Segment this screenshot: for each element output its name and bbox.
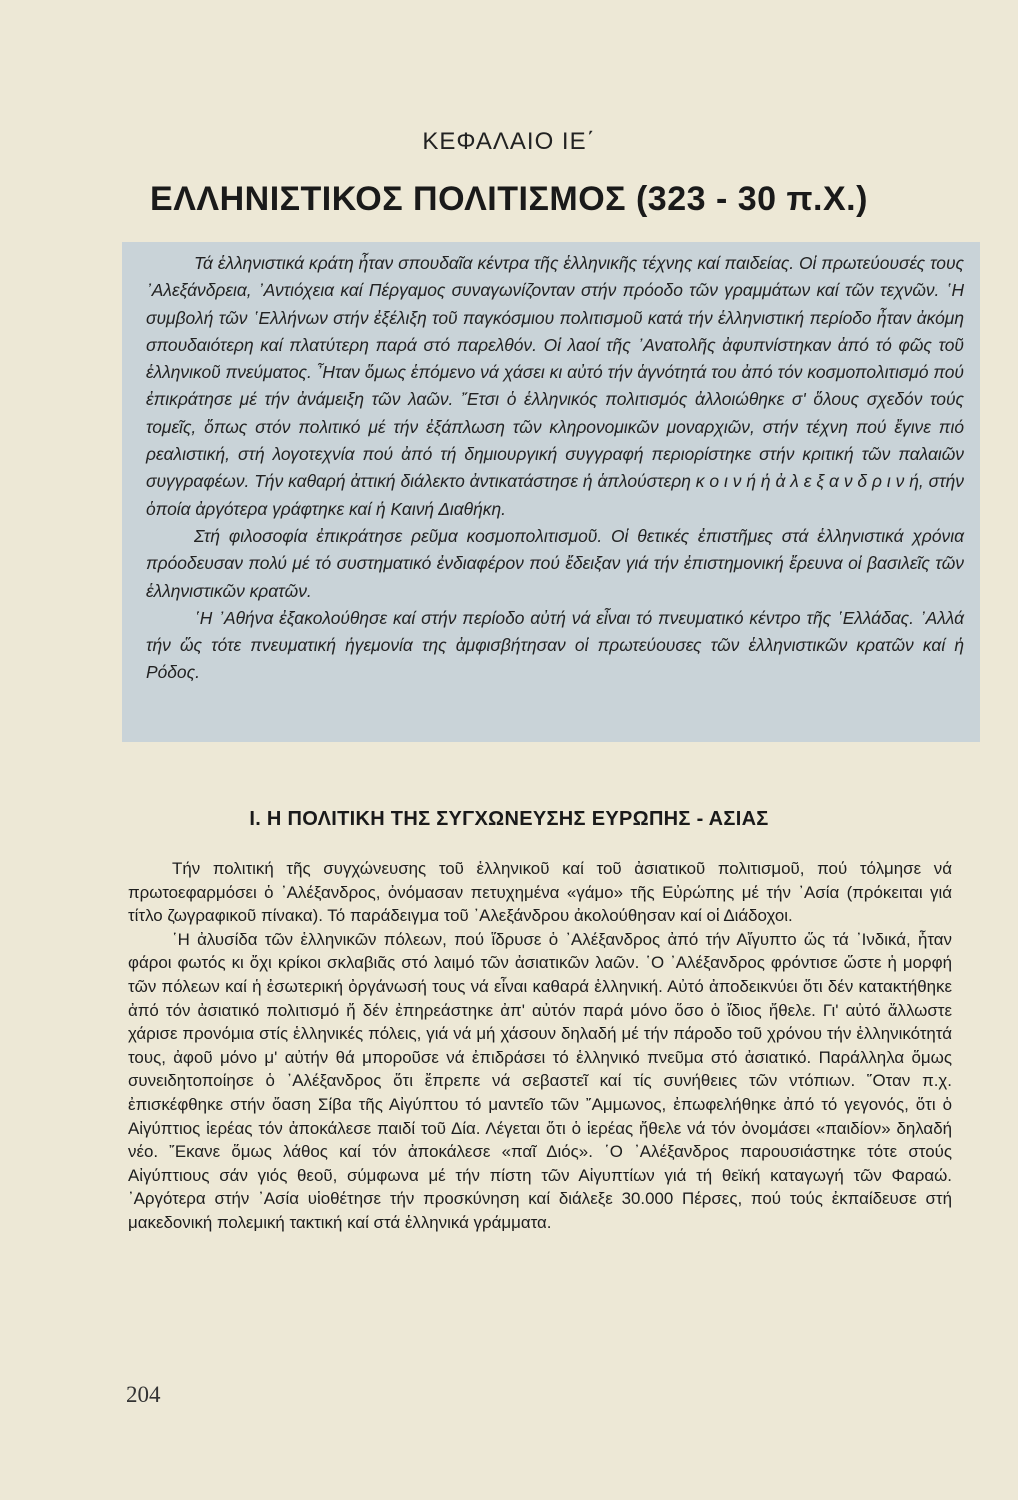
summary-paragraph: Στή φιλοσοφία ἐπικράτησε ρεῦμα κοσμοπολιτισμοῦ. Οἱ θετικές ἐπιστῆμες στά ἑλληνιστικά χρόνια πρόοδευσαν πολύ μέ τό συστηματικό ἐνδιαφέρον πού ἔδειξαν γιά τήν ἐπιστημονική ἔρευνα οἱ βασιλεῖς τῶν ἑλληνιστικῶν κρατῶν. [146, 525, 964, 601]
page-number: 204 [126, 1382, 161, 1407]
chapter-label: ΚΕΦΑΛΑΙΟ ΙΕ΄ [422, 128, 596, 155]
body-paragraph: ῾Η ἀλυσίδα τῶν ἑλληνικῶν πόλεων, πού ἵδρυσε ὁ ᾿Αλέξανδρος ἀπό τήν Αἴγυπτο ὥς τά ᾿Ινδικά, ἦταν φάροι φωτός κι ὄχι κρίκοι σκλαβιᾶς στό λαιμό τῶν ἀσιατικῶν λαῶν. ῾Ο ᾿Αλέξανδρος φρόντισε ὥστε ἡ μορφή τῶν πόλεων καί ἡ ἐσωτερική ὀργάνωσή τους νά εἶναι καθαρά ἑλληνική. Αὐτό ἀποδεικνύει ὅτι δέν κατακτήθηκε ἀπό τόν ἀσιατικό πολιτισμό ἤ δέν ἐπηρεάστηκε ἀπ' αὐτόν παρά μόνο ὅσο ὁ ἴδιος ἤθελε. Γι' αὐτό ἄλλωστε χάρισε προνόμια στίς ἑλληνικές πόλεις, γιά νά μή χάσουν δηλαδή μέ τήν πάροδο τοῦ χρόνου τήν ἑλληνικότητά τους, ἀφοῦ μόνο μ' αὐτήν θά μποροῦσε νά ἐπιδράσει τό ἑλληνικό πνεῦμα στό ἀσιατικό. Παράλληλα ὅμως συνειδητοποίησε ὁ ᾿Αλέξανδρος ὅτι ἔπρεπε νά σεβαστεῖ καί τίς συνήθειες τῶν ντόπιων. ῞Οταν π.χ. ἐπισκέφθηκε στήν ὄαση Σίβα τῆς Αἰγύπτου τό μαντεῖο τῶν ῎Αμμωνος, ἐπωφελήθηκε ἀπό τό γεγονός, ὅτι ὁ Αἰγύπτιος ἱερέας τόν ἀποκάλεσε παιδί τοῦ Δία. Λέγεται ὅτι ὁ ἱερέας ἤθελε νά τόν ὀνομάσει «παιδίον» δηλαδή νέο. ῎Εκανε ὅμως λάθος καί τόν ἀποκάλεσε «παῖ Διός». ῾Ο ᾿Αλέξανδρος παρουσιάστηκε τότε στούς Αἰγύπτιους σάν γιός θεοῦ, σύμφωνα μέ τήν πίστη τῶν Αἰγυπτίων γιά τή θεϊκή καταγωγή τῶν Φαραώ. ᾿Αργότερα στήν ᾿Ασία υἱοθέτησε τήν προσκύνηση καί διάλεξε 30.000 Πέρσες, πού τούς ἐκπαίδευσε στή μακεδονική πολεμική τακτική καί στά ἑλληνικά γράμματα. [128, 929, 952, 1232]
summary-paragraph: ῾Η ᾿Αθήνα ἐξακολούθησε καί στήν περίοδο αὐτή νά εἶναι τό πνευματικό κέντρο τῆς ῾Ελλάδας. ᾿Αλλά τήν ὥς τότε πνευματική ἡγεμονία της ἀμφισβήτησαν οἱ πρωτεύουσες τῶν ἑλληνιστικῶν κρατῶν καί ἡ Ρόδος. [146, 607, 964, 683]
summary-paragraph: Τά ἑλληνιστικά κράτη ἦταν σπουδαῖα κέντρα τῆς ἑλληνικῆς τέχνης καί παιδείας. Οἱ πρωτεύουσές τους ᾿Αλεξάνδρεια, ᾿Αντιόχεια καί Πέργαμος συναγωνίζονταν στήν πρόοδο τῶν γραμμάτων καί τῶν τεχνῶν. ῾Η συμβολή τῶν ῾Ελλήνων στήν ἐξέλιξη τοῦ παγκόσμιου πολιτισμοῦ κατά τήν ἑλληνιστική περίοδο ἦταν ἀκόμη σπουδαιότερη καί πλατύτερη παρά στό παρελθόν. Οἱ λαοί τῆς ᾿Ανατολῆς ἀφυπνίστηκαν ἀπό τό φῶς τοῦ ἑλληνικοῦ πνεύματος. ῏Ηταν ὅμως ἑπόμενο νά χάσει κι αὐτό τήν ἁγνότητά του ἀπό τόν κοσμοπολιτισμό πού ἐπικράτησε μέ τήν ἀνάμειξη τῶν λαῶν. ῎Ετσι ὁ ἑλληνικός πολιτισμός ἀλλοιώθηκε σ' ὅλους σχεδόν τούς τομεῖς, ὅπως στόν πολιτικό μέ τήν ἐξάπλωση τῶν κληρονομικῶν μοναρχιῶν, στήν τέχνη πού ἔγινε πιό ρεαλιστική, στή λογοτεχνία πού ἀπό τή δημιουργική συγγραφή περιορίστηκε στήν κριτική τῶν παλαιῶν συγγραφέων. Τήν καθαρή ἀττική διάλεκτο ἀντικατάστησε ἡ ἁπλούστερη κ ο ι ν ή ἡ ἀ λ ε ξ α ν δ ρ ι ν ή, στήν ὁποία ἀργότερα γράφτηκε καί ἡ Καινή Διαθήκη. [146, 253, 964, 519]
section-heading: Ι. Η ΠΟΛΙΤΙΚΗ ΤΗΣ ΣΥΓΧΩΝΕΥΣΗΣ ΕΥΡΩΠΗΣ - ΑΣΙΑΣ [249, 808, 769, 830]
body-paragraph: Τήν πολιτική τῆς συγχώνευσης τοῦ ἑλληνικοῦ καί τοῦ ἀσιατικοῦ πολιτισμοῦ, πού τόλμησε νά πρωτοεφαρμόσει ὁ ᾿Αλέξανδρος, ὀνόμασαν πετυχημένα «γάμο» τῆς Εὐρώπης μέ τήν ᾿Ασία (πρόκειται γιά τίτλο ζωγραφικοῦ πίνακα). Τό παράδειγμα τοῦ ᾿Αλεξάνδρου ἀκολούθησαν καί οἱ Διάδοχοι. [128, 859, 952, 926]
chapter-title: ΕΛΛΗΝΙΣΤΙΚΟΣ ΠΟΛΙΤΙΣΜΟΣ (323 - 30 π.Χ.) [150, 180, 868, 218]
section-body [128, 857, 952, 1235]
chapter-summary [146, 250, 964, 687]
